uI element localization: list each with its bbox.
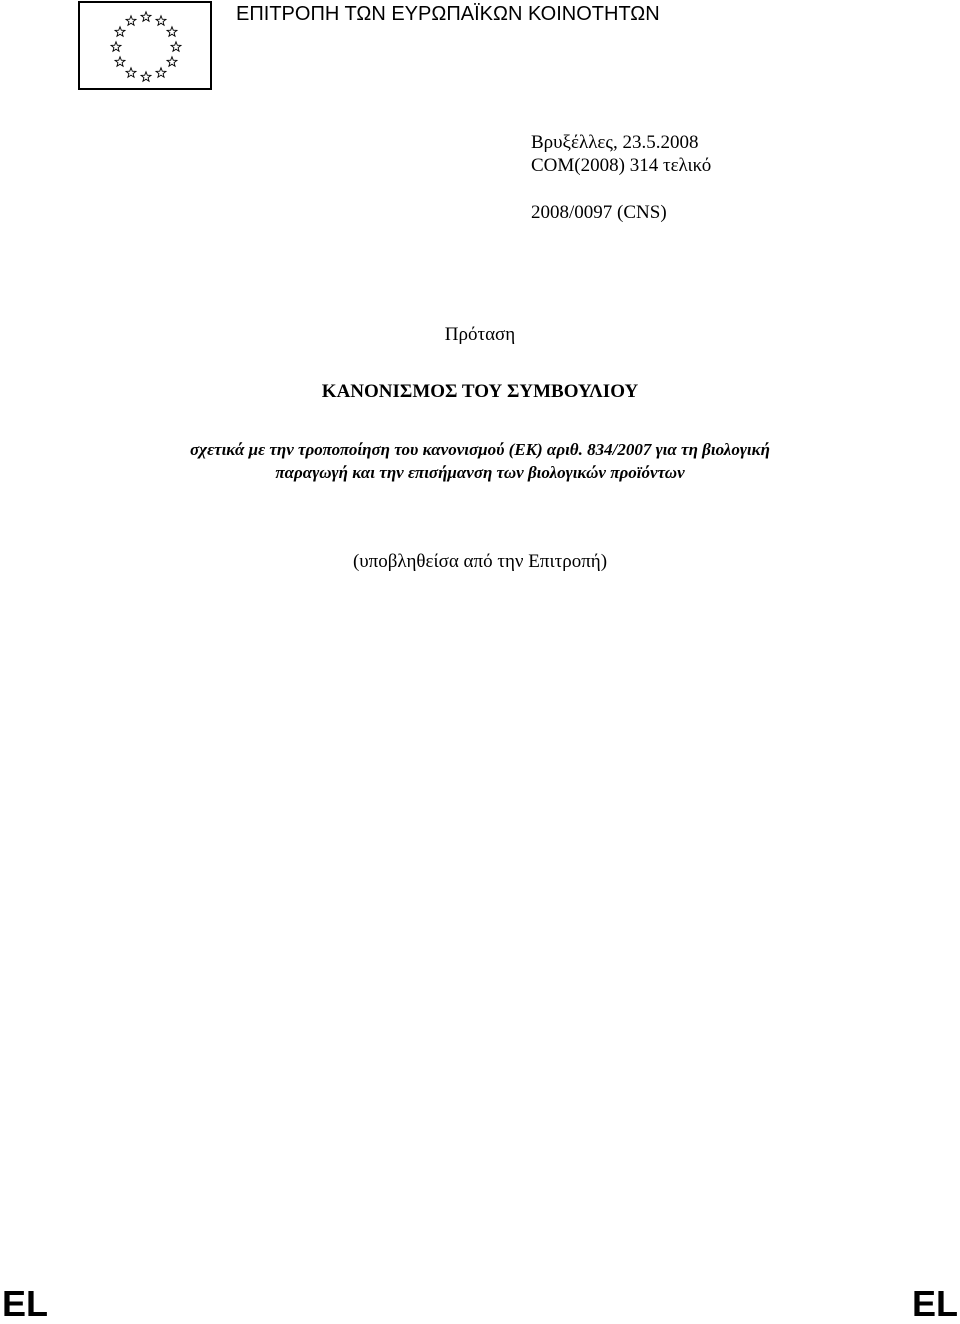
emblem-star: [126, 16, 136, 25]
document-type: Πρόταση: [444, 324, 516, 345]
procedure-reference: 2008/0097 (CNS): [531, 202, 667, 223]
organization-name: ΕΠΙΤΡΟΠΗ ΤΩΝ ΕΥΡΩΠΑΪΚΩΝ ΚΟΙΝΟΤΗΤΩΝ: [236, 3, 660, 25]
emblem-star: [111, 42, 121, 51]
emblem-star: [167, 27, 177, 36]
regulation-title: ΚΑΝΟΝΙΣΜΟΣ ΤΟΥ ΣΥΜΒΟΥΛΙΟΥ: [321, 381, 639, 402]
emblem-star: [141, 12, 151, 21]
place-date: Βρυξέλλες, 23.5.2008: [531, 132, 699, 153]
emblem-star: [126, 68, 136, 77]
language-code-right: EL: [911, 1283, 958, 1324]
submitted-by: (υποβληθείσα από την Επιτροπή): [352, 551, 608, 572]
subject-line-1: σχετικά με την τροποποίηση του κανονισμού (ΕΚ) αριθ. 834/2007 για τη βιολογική: [190, 440, 770, 459]
eu-flag-stars-icon: [80, 3, 210, 88]
emblem-star: [167, 57, 177, 66]
emblem-star: [115, 57, 125, 66]
emblem-star: [141, 72, 151, 81]
subject: [0, 438, 960, 484]
emblem-star: [171, 42, 181, 51]
eu-emblem: [78, 1, 212, 90]
com-reference: COM(2008) 314 τελικό: [531, 155, 712, 176]
language-code-left: EL: [2, 1283, 49, 1324]
emblem-star: [115, 27, 125, 36]
emblem-star: [156, 68, 166, 77]
emblem-star: [156, 16, 166, 25]
subject-line-2: παραγωγή και την επισήμανση των βιολογικών προϊόντων: [275, 463, 685, 482]
